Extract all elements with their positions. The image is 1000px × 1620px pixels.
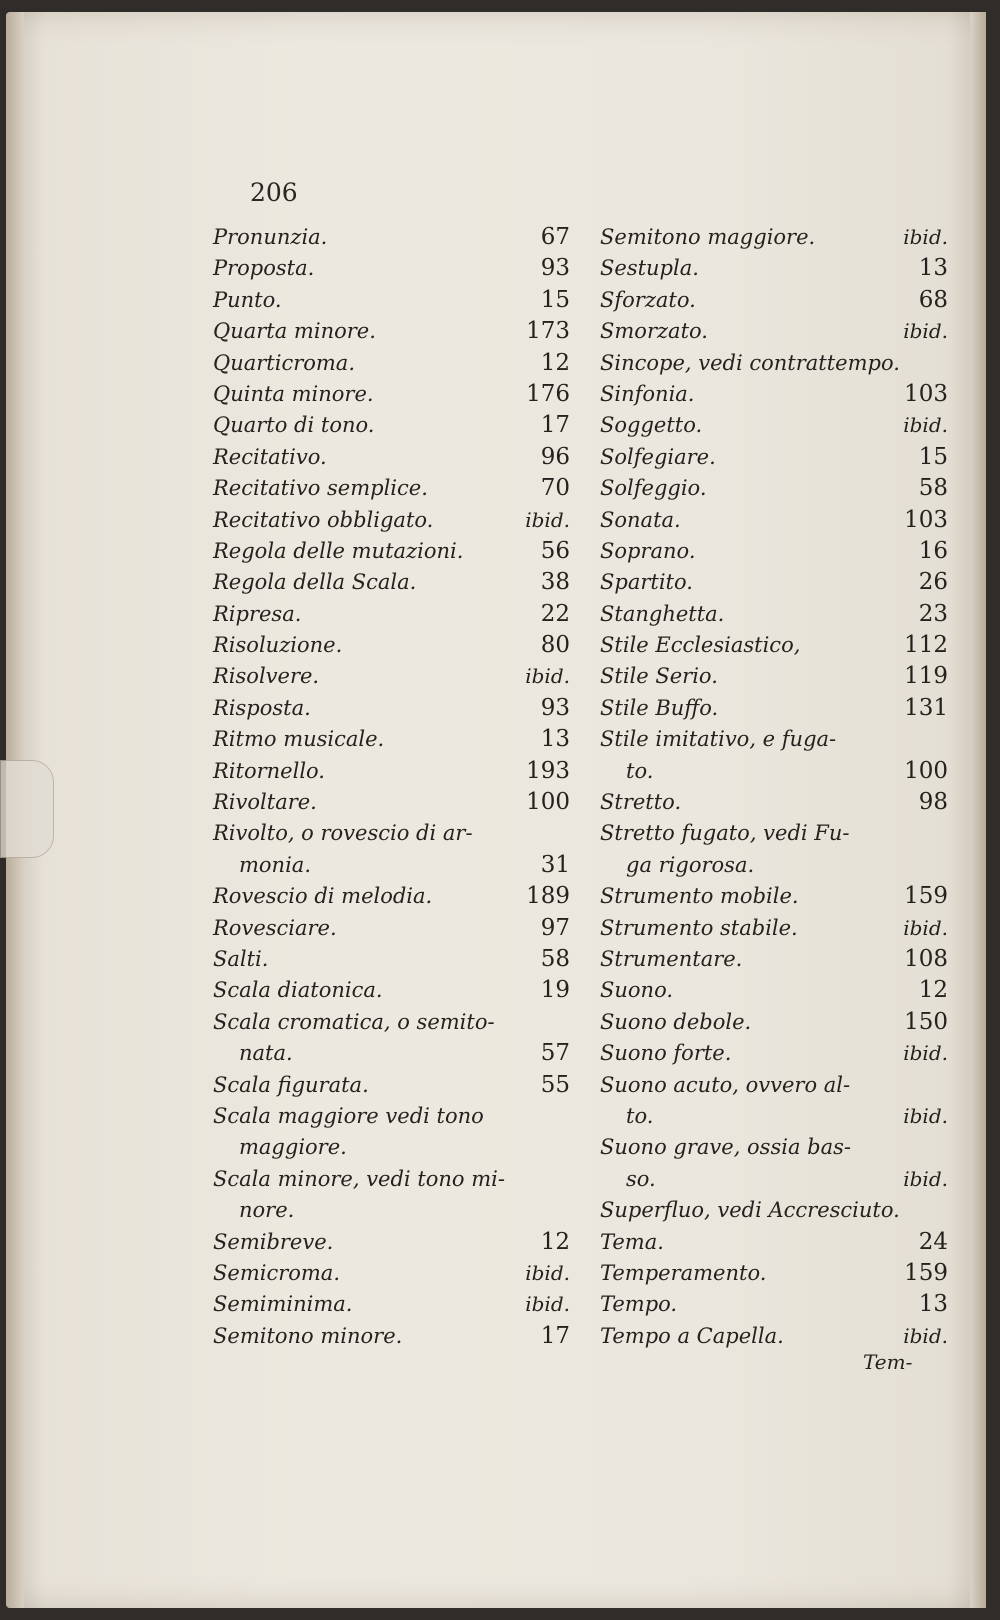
index-term: Semitono minore. <box>213 1323 403 1348</box>
index-term: Stile Ecclesiastico, <box>600 633 801 658</box>
page-reference: 12 <box>918 977 948 1004</box>
index-entry <box>600 253 948 284</box>
index-term: Sforzato. <box>600 287 696 312</box>
index-term: Suono. <box>600 978 674 1003</box>
index-term: Rivolto, o rovescio di ar- <box>213 821 473 846</box>
page-reference: 26 <box>918 569 948 596</box>
index-entry <box>213 661 570 692</box>
page-reference: 176 <box>526 380 570 407</box>
page-reference: 15 <box>540 286 570 313</box>
page-reference: 12 <box>540 1228 570 1255</box>
index-entry <box>600 599 948 630</box>
index-term: Stretto. <box>600 790 682 815</box>
index-term: Stretto fugato, vedi Fu- <box>600 821 850 846</box>
index-term: Quarta minore. <box>213 319 376 344</box>
index-entry <box>213 473 570 504</box>
index-term: Recitativo semplice. <box>213 476 428 501</box>
index-term: Soprano. <box>600 538 696 563</box>
index-term: monia. <box>239 852 311 877</box>
index-entry <box>213 818 570 849</box>
index-term: Stanghetta. <box>600 601 725 626</box>
index-term: Tempo. <box>600 1292 678 1317</box>
index-term: Strumentare. <box>600 946 743 971</box>
index-term: Scala minore, vedi tono mi- <box>213 1166 505 1191</box>
page-reference: 17 <box>540 1322 570 1349</box>
page-reference: 108 <box>904 945 948 972</box>
index-term: Suono acuto, ovvero al- <box>600 1072 851 1097</box>
index-entry <box>600 316 948 347</box>
page-reference: 103 <box>904 506 948 533</box>
index-term: Smorzato. <box>600 319 708 344</box>
index-entry <box>213 975 570 1006</box>
index-term: Ripresa. <box>213 601 302 626</box>
page-reference: 56 <box>540 537 570 564</box>
page-reference: 100 <box>904 757 948 784</box>
index-term: Rovescio di melodia. <box>213 884 433 909</box>
index-term: Tempo a Capella. <box>600 1323 784 1348</box>
page-reference: 58 <box>918 475 948 502</box>
index-entry <box>600 756 948 787</box>
index-entry <box>600 1289 948 1320</box>
index-entry <box>213 1070 570 1101</box>
page-reference: 55 <box>540 1071 570 1098</box>
page-reference: 112 <box>904 632 948 659</box>
page-reference: 15 <box>918 443 948 470</box>
index-term: nata. <box>239 1041 293 1066</box>
index-entry <box>213 1007 570 1038</box>
index-entry <box>600 975 948 1006</box>
index-entry <box>213 1132 570 1163</box>
index-term: Stile imitativo, e fuga- <box>600 727 837 752</box>
index-term: Rovesciare. <box>213 915 337 940</box>
index-entry <box>600 881 948 912</box>
index-entry <box>600 693 948 724</box>
index-term: Solfegiare. <box>600 444 716 469</box>
page-reference: 17 <box>540 412 570 439</box>
index-term: Scala maggiore vedi tono <box>213 1103 484 1128</box>
page-reference: 97 <box>540 914 570 941</box>
index-term: Regola delle mutazioni. <box>213 538 464 563</box>
index-term: maggiore. <box>239 1135 347 1160</box>
index-entry <box>213 348 570 379</box>
page-reference: 103 <box>904 380 948 407</box>
page-reference: ibid. <box>903 915 948 940</box>
index-entry <box>600 348 948 379</box>
page-reference: 100 <box>526 789 570 816</box>
index-term: Scala cromatica, o semito- <box>213 1009 495 1034</box>
index-term: Ritmo musicale. <box>213 727 385 752</box>
page-reference: ibid. <box>903 1103 948 1128</box>
index-entry <box>600 850 948 881</box>
index-term: to. <box>626 1103 654 1128</box>
index-entry <box>213 881 570 912</box>
index-entry <box>600 724 948 755</box>
index-entry <box>213 410 570 441</box>
page-reference: 80 <box>540 632 570 659</box>
page-reference: 58 <box>540 945 570 972</box>
index-entry <box>213 253 570 284</box>
index-term: Recitativo obbligato. <box>213 507 434 532</box>
page-reference: 189 <box>526 883 570 910</box>
index-term: Spartito. <box>600 570 693 595</box>
index-entry <box>213 285 570 316</box>
index-entry <box>213 567 570 598</box>
page-reference: ibid. <box>525 1260 570 1285</box>
page-reference: ibid. <box>903 1323 948 1348</box>
index-term: Quarto di tono. <box>213 413 375 438</box>
index-term: Soggetto. <box>600 413 703 438</box>
page-reference: ibid. <box>525 664 570 689</box>
index-term: Risposta. <box>213 695 311 720</box>
index-term: Strumento stabile. <box>600 915 798 940</box>
page-reference: 159 <box>904 883 948 910</box>
index-term: Tema. <box>600 1229 664 1254</box>
page-reference: 96 <box>540 443 570 470</box>
page-reference: 24 <box>918 1228 948 1255</box>
index-term: Semitono maggiore. <box>600 225 816 249</box>
index-term: Superfluo, vedi Accresciuto. <box>600 1198 900 1223</box>
index-term: Stile Buffo. <box>600 695 719 720</box>
index-entry <box>213 1289 570 1320</box>
index-term: Sestupla. <box>600 256 699 281</box>
index-term: Semiminima. <box>213 1292 353 1317</box>
page-reference: 13 <box>540 726 570 753</box>
index-term: Rivoltare. <box>213 790 317 815</box>
index-entry <box>600 1227 948 1258</box>
page-reference: 22 <box>540 600 570 627</box>
index-entry <box>213 1321 570 1352</box>
index-term: Risolvere. <box>213 664 320 689</box>
page-reference: ibid. <box>903 1166 948 1191</box>
page-reference: 131 <box>904 694 948 721</box>
index-entry <box>213 316 570 347</box>
index-term: Suono grave, ossia bas- <box>600 1135 851 1160</box>
index-entry <box>213 1195 570 1226</box>
index-term: ga rigorosa. <box>626 852 755 877</box>
page-reference: ibid. <box>525 507 570 532</box>
page-reference: 13 <box>918 255 948 282</box>
index-entry <box>600 1321 948 1352</box>
index-term: Regola della Scala. <box>213 570 417 595</box>
page-reference: 19 <box>540 977 570 1004</box>
index-entry <box>213 1227 570 1258</box>
page-reference: 23 <box>918 600 948 627</box>
index-entry <box>213 756 570 787</box>
page-reference: 38 <box>540 569 570 596</box>
index-entry <box>600 630 948 661</box>
index-entry <box>213 787 570 818</box>
index-term: Suono debole. <box>600 1009 752 1034</box>
index-term: to. <box>626 758 654 783</box>
index-term: Solfeggio. <box>600 476 707 501</box>
index-term: Sincope, vedi contrattempo. <box>600 350 900 375</box>
index-entry <box>600 1007 948 1038</box>
index-term: Suono forte. <box>600 1041 732 1066</box>
index-entry <box>213 850 570 881</box>
page-reference: 119 <box>904 663 948 690</box>
index-entry <box>213 630 570 661</box>
page-reference: 159 <box>904 1259 948 1286</box>
index-term: so. <box>626 1166 656 1191</box>
index-entry <box>600 944 948 975</box>
index-entry <box>600 1164 948 1195</box>
index-entry <box>600 379 948 410</box>
index-entry <box>213 1258 570 1289</box>
page-reference: 13 <box>918 1291 948 1318</box>
index-entry <box>600 567 948 598</box>
index-term: Sonata. <box>600 507 681 532</box>
index-entry <box>213 1101 570 1132</box>
page-reference: ibid. <box>903 319 948 344</box>
index-term: Pronunzia. <box>213 225 328 249</box>
page-reference: 173 <box>526 318 570 345</box>
index-term: Scala figurata. <box>213 1072 369 1097</box>
page-reference: ibid. <box>903 1041 948 1066</box>
index-entry <box>600 536 948 567</box>
index-entry <box>213 1038 570 1069</box>
index-term: Recitativo. <box>213 444 327 469</box>
page-number: 206 <box>250 178 298 207</box>
index-entry <box>600 1132 948 1163</box>
index-term: Strumento mobile. <box>600 884 799 909</box>
page-reference: 193 <box>526 757 570 784</box>
index-entry <box>600 1070 948 1101</box>
index-term: Punto. <box>213 287 282 312</box>
index-entry <box>600 505 948 536</box>
index-entry <box>213 222 570 253</box>
index-term: Ritornello. <box>213 758 325 783</box>
index-entry <box>213 505 570 536</box>
index-term: Risoluzione. <box>213 633 343 658</box>
index-term: Proposta. <box>213 256 315 281</box>
index-entry <box>600 1258 948 1289</box>
page-reference: 93 <box>540 694 570 721</box>
index-entry <box>213 599 570 630</box>
page-reference: 31 <box>540 851 570 878</box>
index-entry <box>213 944 570 975</box>
catchword: Tem- <box>863 1350 913 1374</box>
index-term: Sinfonia. <box>600 381 695 406</box>
index-entry <box>213 1164 570 1195</box>
index-term: Semicroma. <box>213 1260 340 1285</box>
page-reference: ibid. <box>903 225 948 249</box>
index-column-right <box>600 222 948 1352</box>
index-entry <box>600 913 948 944</box>
index-entry <box>600 661 948 692</box>
page-reference: 67 <box>540 224 570 250</box>
index-column-left <box>213 222 570 1352</box>
index-term: Stile Serio. <box>600 664 718 689</box>
page-reference: ibid. <box>525 1292 570 1317</box>
index-term: Scala diatonica. <box>213 978 383 1003</box>
index-entry <box>600 285 948 316</box>
index-entry <box>213 693 570 724</box>
index-term: Salti. <box>213 946 269 971</box>
index-entry <box>600 1195 948 1226</box>
index-entry <box>213 724 570 755</box>
index-entry <box>600 410 948 441</box>
index-entry <box>213 913 570 944</box>
index-entry <box>213 536 570 567</box>
index-entry <box>600 1101 948 1132</box>
index-entry <box>600 787 948 818</box>
index-term: Quarticroma. <box>213 350 356 375</box>
page-reference: 93 <box>540 255 570 282</box>
index-entry <box>600 818 948 849</box>
index-term: Temperamento. <box>600 1260 767 1285</box>
page-reference: 68 <box>918 286 948 313</box>
page-reference: 57 <box>540 1040 570 1067</box>
page-reference: 70 <box>540 475 570 502</box>
index-term: nore. <box>239 1198 295 1223</box>
index-entry <box>213 379 570 410</box>
index-entry <box>600 442 948 473</box>
page-reference: 16 <box>918 537 948 564</box>
page-reference: 150 <box>904 1008 948 1035</box>
index-entry <box>600 1038 948 1069</box>
page-reference: ibid. <box>903 413 948 438</box>
page-reference: 98 <box>918 789 948 816</box>
page-reference: 12 <box>540 349 570 376</box>
index-entry <box>600 473 948 504</box>
index-entry <box>213 442 570 473</box>
index-term: Quinta minore. <box>213 381 374 406</box>
index-term: Semibreve. <box>213 1229 334 1254</box>
page-tab-marker <box>0 760 54 858</box>
index-entry <box>600 222 948 253</box>
page-right-edge <box>970 12 986 1608</box>
